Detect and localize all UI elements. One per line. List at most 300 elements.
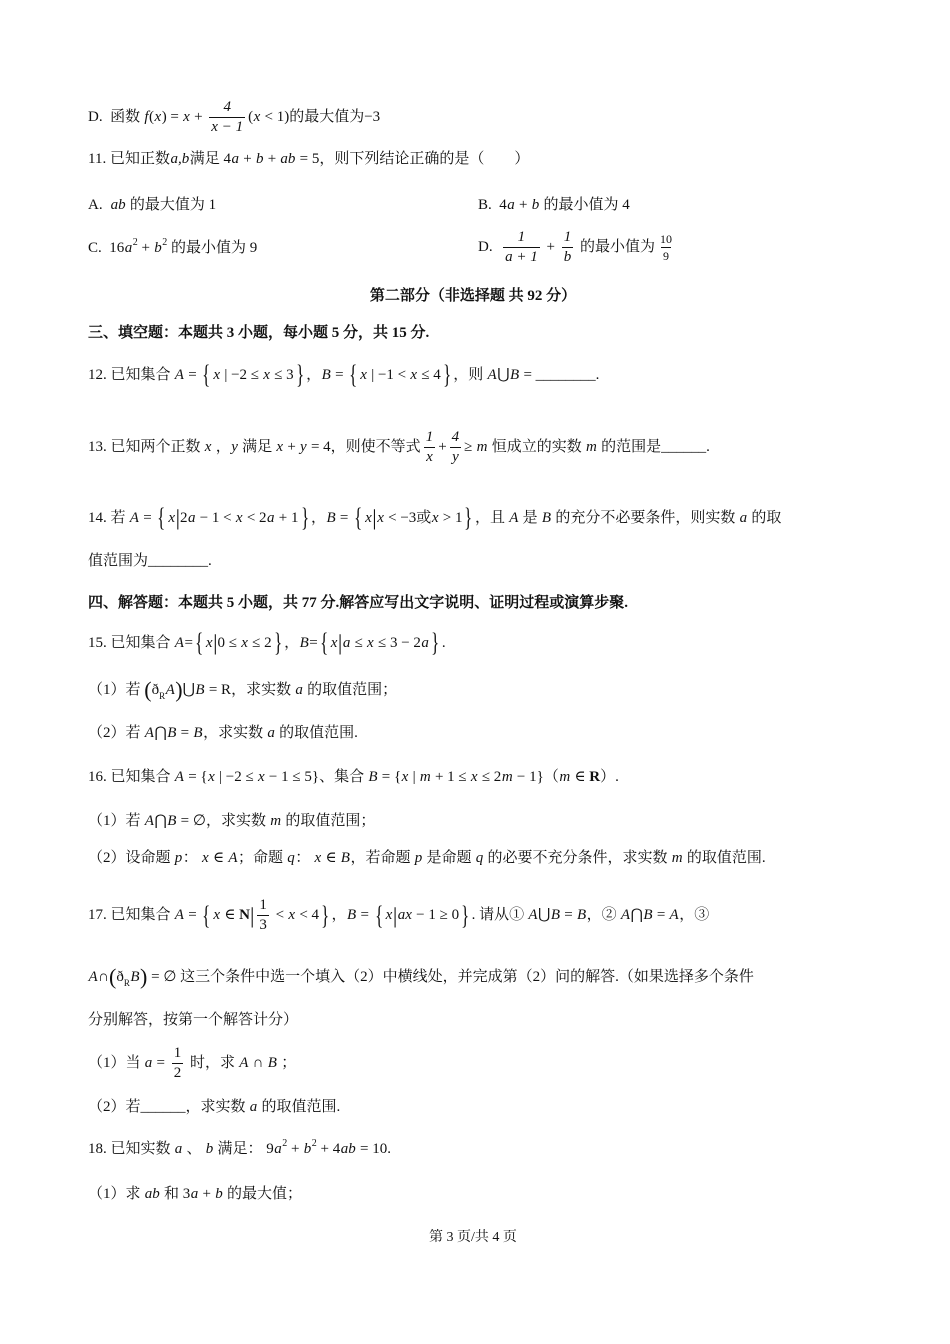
fraction	[257, 898, 269, 933]
math-italic: a	[507, 197, 515, 213]
math-italic: A	[528, 907, 538, 923]
q10-option-d	[88, 100, 380, 135]
text-run: ，则	[453, 366, 488, 383]
text-run: 分别解答，按第一个解答计分）	[88, 1012, 299, 1028]
superscript: 2	[282, 1137, 288, 1149]
math-symbol: = ∅	[176, 813, 206, 829]
math-italic: m	[501, 769, 513, 785]
math-symbol: =	[176, 725, 193, 741]
right-brace: }	[273, 628, 282, 657]
text-run: ，则使不等式	[330, 439, 421, 455]
set-bar: |	[392, 902, 398, 928]
right-brace: }	[464, 503, 473, 532]
fraction-denominator: x	[426, 449, 433, 465]
math-italic: x	[213, 907, 221, 923]
math-italic: x	[213, 366, 221, 383]
math-symbol: ≤ 4	[417, 366, 441, 383]
math-italic: x	[367, 634, 374, 651]
text-run: 的最大值为−3	[289, 109, 381, 125]
math-symbol: +	[542, 239, 559, 255]
math-symbol: =	[184, 907, 201, 923]
q15-part1	[88, 679, 397, 701]
q11-stem	[88, 152, 529, 167]
subscript: R	[159, 690, 166, 701]
left-brace: {	[157, 503, 166, 532]
text-run: ，若命题	[350, 850, 415, 866]
math-italic: a	[342, 634, 351, 651]
q17-stem	[88, 898, 709, 933]
set-bar: |	[175, 505, 180, 530]
text-run: ：	[295, 850, 315, 866]
math-symbol: ≥	[464, 439, 477, 455]
q14-stem-continued	[88, 554, 212, 569]
math-italic: A	[239, 1055, 249, 1071]
math-italic: B	[299, 634, 309, 651]
math-symbol: | −2 ≤	[215, 769, 258, 785]
text-run: ，	[306, 366, 322, 383]
math-symbol: +	[190, 109, 207, 125]
text-run: 的取值范围.	[275, 725, 358, 741]
math-italic: B	[167, 725, 177, 741]
section3-header: 三、填空题：本题共 3 小题，每小题 5 分，共 15 分.	[88, 325, 430, 341]
text-run: 和	[160, 1186, 183, 1202]
text-run: C.	[88, 240, 110, 256]
q16-part2	[88, 851, 766, 866]
math-italic: x	[288, 907, 296, 923]
math-italic: m	[671, 850, 683, 866]
math-symbol: 3	[182, 1186, 191, 1202]
math-symbol: ≤ 3 − 2	[374, 634, 421, 651]
math-symbol: + 1 ≤	[431, 769, 471, 785]
math-symbol: = R	[205, 681, 232, 698]
math-italic: ab	[144, 1186, 160, 1202]
math-symbol: +	[283, 439, 300, 455]
math-italic: q	[475, 850, 484, 866]
math-italic: A	[129, 509, 139, 526]
math-symbol: < −3	[384, 509, 417, 526]
math-italic: B	[347, 907, 357, 923]
math-italic: x	[183, 109, 190, 125]
math-italic: y	[300, 439, 307, 455]
fraction-denominator: 3	[259, 917, 267, 933]
q17-part2	[88, 1100, 340, 1115]
math-italic: ab	[280, 151, 296, 167]
text-run: （2）设命题	[88, 850, 175, 866]
q11-option-d	[478, 230, 677, 265]
math-symbol: ) =	[161, 109, 183, 125]
math-italic: p	[414, 850, 423, 866]
math-italic: B	[130, 968, 140, 985]
math-symbol: = 10	[356, 1141, 388, 1157]
math-symbol: | −2 ≤	[220, 366, 263, 383]
math-italic: a	[295, 681, 303, 698]
math-italic: x	[235, 509, 243, 526]
text-run: （1）若	[88, 681, 145, 698]
math-italic: x	[365, 509, 372, 526]
section4-header: 四、解答题：本题共 5 小题，共 77 分.解答应写出文字说明、证明过程或演算步聚.	[88, 595, 629, 611]
math-italic: x	[470, 769, 478, 785]
text-run: ，且	[474, 509, 509, 526]
math-symbol: =	[331, 366, 348, 383]
text-run: 14. 若	[88, 509, 130, 526]
math-symbol: =	[139, 509, 156, 526]
q13-stem	[88, 430, 710, 465]
math-italic: x	[208, 769, 215, 785]
math-italic: A	[174, 366, 184, 383]
math-symbol: (	[149, 109, 155, 125]
math-symbol: − 1}	[513, 769, 544, 785]
q11-option-c	[88, 236, 258, 256]
text-run: D.	[478, 239, 501, 255]
math-italic: a	[249, 1099, 258, 1115]
math-symbol: ≤ 2	[478, 769, 502, 785]
math-italic: B	[576, 907, 587, 923]
fraction-numerator: 1	[517, 229, 526, 245]
math-italic: f	[144, 109, 149, 125]
math-symbol: =	[309, 634, 318, 651]
subscript: R	[123, 977, 130, 988]
q18-stem	[88, 1137, 391, 1157]
q18-part1	[88, 1187, 302, 1202]
math-symbol: ⋂	[154, 725, 167, 741]
math-italic: B	[541, 509, 552, 526]
math-italic: x	[205, 634, 213, 651]
math-italic: m	[559, 769, 571, 785]
math-italic: A	[669, 907, 679, 923]
fraction-denominator: 9	[662, 249, 669, 263]
text-run: ，求实数	[231, 681, 295, 698]
text-run: 值范围为________.	[88, 553, 212, 569]
math-italic: a	[174, 1141, 183, 1157]
text-run: 11. 已知正数	[88, 151, 170, 167]
fraction-numerator: 1	[425, 429, 434, 445]
text-run: ；命题	[237, 850, 287, 866]
text-run: 的最小值为 9	[167, 240, 258, 256]
fraction-denominator: x − 1	[211, 119, 244, 135]
math-symbol: ∈	[570, 769, 590, 785]
text-run: （2）若______，求实数	[88, 1099, 250, 1115]
q14-stem	[88, 505, 781, 531]
text-run: ________.	[535, 366, 600, 383]
math-italic: A	[144, 725, 154, 741]
text-run: 的取值范围.	[683, 850, 766, 866]
math-symbol: <	[271, 907, 288, 923]
text-run: 的取值范围；	[303, 681, 398, 698]
math-symbol: 9	[266, 1141, 274, 1157]
math-symbol: ∈	[321, 850, 341, 866]
superscript: 2	[132, 236, 138, 248]
math-symbol: + 4	[316, 1141, 341, 1157]
math-symbol: > 1	[438, 509, 463, 526]
q11-option-a	[88, 198, 216, 213]
fraction	[562, 230, 574, 265]
text-run: . 请从①	[471, 907, 528, 923]
math-italic: A	[509, 509, 519, 526]
math-italic: a	[274, 1141, 282, 1157]
math-symbol: ≤ 2	[248, 634, 272, 651]
text-run: ；	[277, 1055, 297, 1071]
q11-option-b	[478, 198, 630, 213]
text-run: 的最小值为 4	[539, 197, 630, 213]
math-symbol: = ∅	[147, 968, 177, 985]
math-italic: a	[124, 240, 133, 256]
text-run: 的最大值；	[223, 1186, 303, 1202]
text-run: ，③	[679, 907, 710, 923]
math-symbol: − 1 ≤ 5}	[265, 769, 320, 785]
text-run: 满足：	[213, 1141, 267, 1157]
text-run: （	[543, 769, 559, 785]
math-symbol: = {	[378, 769, 402, 785]
right-brace: }	[442, 360, 452, 389]
text-run: ，②	[586, 907, 621, 923]
left-brace: {	[354, 503, 363, 532]
left-paren: (	[109, 964, 117, 989]
fraction-numerator: 1	[259, 897, 267, 913]
math-symbol: ∈	[209, 850, 228, 866]
fraction	[424, 430, 436, 465]
math-symbol: ∈	[220, 907, 240, 923]
text-run: ，则下列结论正确的是（ ）	[319, 151, 530, 167]
left-brace: {	[202, 900, 211, 930]
math-symbol: < 2	[243, 509, 267, 526]
text-run: 的范围是______.	[597, 439, 710, 455]
right-paren: )	[140, 964, 148, 989]
text-run: ）.	[600, 769, 619, 785]
text-run: B.	[478, 197, 500, 213]
math-italic: B	[340, 850, 350, 866]
math-italic: b	[303, 1141, 312, 1157]
math-symbol: +	[137, 240, 154, 256]
fraction	[658, 233, 674, 262]
math-italic: b	[154, 240, 162, 256]
fraction-denominator: y	[452, 449, 459, 465]
set-bar: |	[337, 630, 343, 655]
math-italic: A	[620, 907, 631, 923]
math-italic: ab	[110, 197, 126, 213]
math-symbol: +	[438, 439, 447, 455]
math-italic: x	[168, 509, 176, 526]
math-italic: a,b	[170, 151, 190, 167]
q15-part2	[88, 726, 358, 741]
text-run: 、	[182, 1141, 206, 1157]
text-run: 恒成立的实数	[487, 439, 586, 455]
text-run: ，求实数	[205, 813, 270, 829]
math-italic: x	[410, 366, 418, 383]
math-italic: a	[144, 1055, 153, 1071]
fraction-numerator: 4	[451, 429, 460, 445]
math-italic: a	[421, 634, 429, 651]
q12-stem	[88, 362, 599, 388]
math-symbol: ⋂	[630, 907, 643, 923]
right-brace: }	[295, 360, 304, 389]
fraction	[503, 230, 540, 265]
q15-stem	[88, 630, 446, 656]
math-symbol: ∩	[248, 1055, 268, 1071]
fraction-numerator: 1	[173, 1045, 182, 1061]
text-run: ，	[331, 907, 347, 923]
left-brace: {	[202, 360, 211, 389]
math-italic: x	[263, 366, 270, 383]
text-run: （1）求	[88, 1186, 145, 1202]
part2-header: 第二部分（非选择题 共 92 分）	[369, 288, 577, 304]
fraction	[450, 430, 462, 465]
text-run: ：	[182, 850, 202, 866]
text-run: D. 函数	[88, 109, 144, 125]
math-symbol: ð	[151, 681, 160, 698]
math-italic: m	[419, 769, 431, 785]
math-italic: A	[88, 968, 98, 985]
text-run: .	[441, 634, 446, 651]
math-italic: m	[586, 439, 597, 455]
left-brace: {	[374, 900, 383, 930]
math-symbol: =	[152, 1055, 169, 1071]
text-run: 的取值范围；	[281, 813, 376, 829]
fraction-numerator: 10	[659, 232, 672, 246]
q17-part1	[88, 1046, 296, 1081]
math-symbol: 0 ≤	[217, 634, 241, 651]
text-run: 12. 已知集合	[88, 366, 175, 383]
math-symbol: ≤ 3	[270, 366, 294, 383]
math-italic: B	[368, 769, 378, 785]
text-run: ，	[211, 439, 231, 455]
math-italic: ab	[340, 1141, 356, 1157]
left-brace: {	[195, 628, 204, 657]
fraction-numerator: 1	[563, 229, 572, 245]
fraction	[172, 1046, 184, 1081]
math-symbol: =	[184, 366, 201, 383]
text-run: （2）若	[88, 725, 145, 741]
right-brace: }	[461, 900, 470, 930]
math-italic: x	[385, 907, 393, 923]
text-run: 时，求	[186, 1055, 239, 1071]
set-bar: |	[250, 902, 255, 928]
math-italic: x	[154, 109, 162, 125]
math-symbol: − 1 <	[195, 509, 236, 526]
math-italic: b	[531, 197, 540, 213]
right-brace: }	[431, 628, 440, 657]
math-symbol: +	[263, 151, 280, 167]
math-symbol: ð	[116, 968, 124, 985]
math-symbol: ∩	[98, 968, 110, 985]
fraction-denominator: 2	[173, 1065, 182, 1081]
math-symbol: +	[515, 197, 532, 213]
math-italic: x	[257, 769, 265, 785]
math-symbol: ≤	[350, 634, 367, 651]
math-symbol: < 1)	[260, 109, 290, 125]
math-italic: A	[174, 907, 184, 923]
math-italic: p	[174, 850, 183, 866]
text-run: 的取值范围.	[257, 1099, 341, 1115]
math-symbol: ⋃	[497, 366, 510, 383]
math-italic: a	[190, 1186, 199, 1202]
math-italic: x	[202, 850, 209, 866]
math-italic: x	[204, 439, 212, 455]
math-italic: x	[241, 634, 248, 651]
math-symbol: +	[287, 1141, 304, 1157]
math-symbol: =	[519, 366, 536, 383]
math-italic: B	[195, 681, 205, 698]
math-italic: B	[643, 907, 653, 923]
math-symbol: = {	[184, 769, 208, 785]
text-run: ，求实数	[203, 725, 267, 741]
text-run: 15. 已知集合	[88, 634, 175, 651]
text-run: ，	[284, 634, 300, 651]
math-symbol: = 5	[295, 151, 320, 167]
q16-part1	[88, 814, 375, 829]
superscript: 2	[311, 1137, 317, 1149]
math-italic: A	[228, 850, 238, 866]
text-run: .	[387, 1141, 391, 1157]
math-italic: B	[267, 1055, 277, 1071]
math-italic: q	[287, 850, 295, 866]
text-run: 16. 已知集合	[88, 769, 175, 785]
math-italic: A	[174, 769, 184, 785]
math-italic: b	[205, 1141, 214, 1157]
math-italic: x	[276, 439, 284, 455]
math-italic: a	[231, 151, 239, 167]
math-italic: b	[215, 1186, 223, 1202]
math-symbol: + 1	[275, 509, 299, 526]
math-symbol: = 4	[307, 439, 331, 455]
math-italic: B	[326, 509, 336, 526]
math-italic: m	[270, 813, 282, 829]
math-italic: ax	[397, 907, 412, 923]
text-run: 的充分不必要条件，则实数	[551, 509, 740, 526]
math-italic: m	[476, 439, 488, 455]
text-run: 13. 已知两个正数	[88, 439, 205, 455]
math-italic: B	[550, 907, 561, 923]
text-run: （1）若	[88, 813, 145, 829]
math-symbol: 16	[109, 240, 125, 256]
text-run: （1）当	[88, 1055, 145, 1071]
math-italic: B	[193, 725, 203, 741]
math-italic: A	[144, 813, 154, 829]
math-symbol: < 4	[295, 907, 320, 923]
text-run: 满足	[238, 439, 276, 455]
math-symbol: +	[239, 151, 256, 167]
text-run: 是	[518, 509, 542, 526]
text-run: 、集合	[319, 769, 368, 785]
left-brace: {	[319, 628, 329, 657]
text-run: 的必要不充分条件，求实数	[483, 850, 672, 866]
math-italic: B	[321, 366, 331, 383]
math-italic: B	[167, 813, 177, 829]
math-italic: B	[510, 366, 520, 383]
math-italic: x	[330, 634, 338, 651]
math-italic: A	[174, 634, 184, 651]
math-italic: y	[231, 439, 238, 455]
math-symbol: =	[560, 907, 577, 923]
text-run: 的最大值为 1	[126, 197, 217, 213]
math-italic: x	[314, 850, 322, 866]
text-run: 满足	[189, 151, 224, 167]
math-italic: x	[253, 109, 261, 125]
left-brace: {	[349, 360, 358, 389]
right-brace: }	[321, 900, 330, 930]
text-run: 的最小值为	[576, 239, 655, 255]
math-italic: x	[431, 509, 439, 526]
page-footer: 第 3 页/共 4 页	[429, 1230, 517, 1245]
right-brace: }	[300, 503, 309, 532]
text-run: 或	[416, 509, 432, 526]
math-italic: x	[360, 366, 367, 383]
text-run: ，	[310, 509, 326, 526]
math-symbol: ⋃	[538, 907, 551, 923]
math-symbol: (	[248, 109, 254, 125]
math-italic: a	[739, 509, 748, 526]
text-run: 这三个条件中选一个填入（2）中横线处，并完成第（2）问的解答.（如果选择多个条件	[176, 968, 754, 985]
q17-stem-line2	[88, 966, 754, 988]
